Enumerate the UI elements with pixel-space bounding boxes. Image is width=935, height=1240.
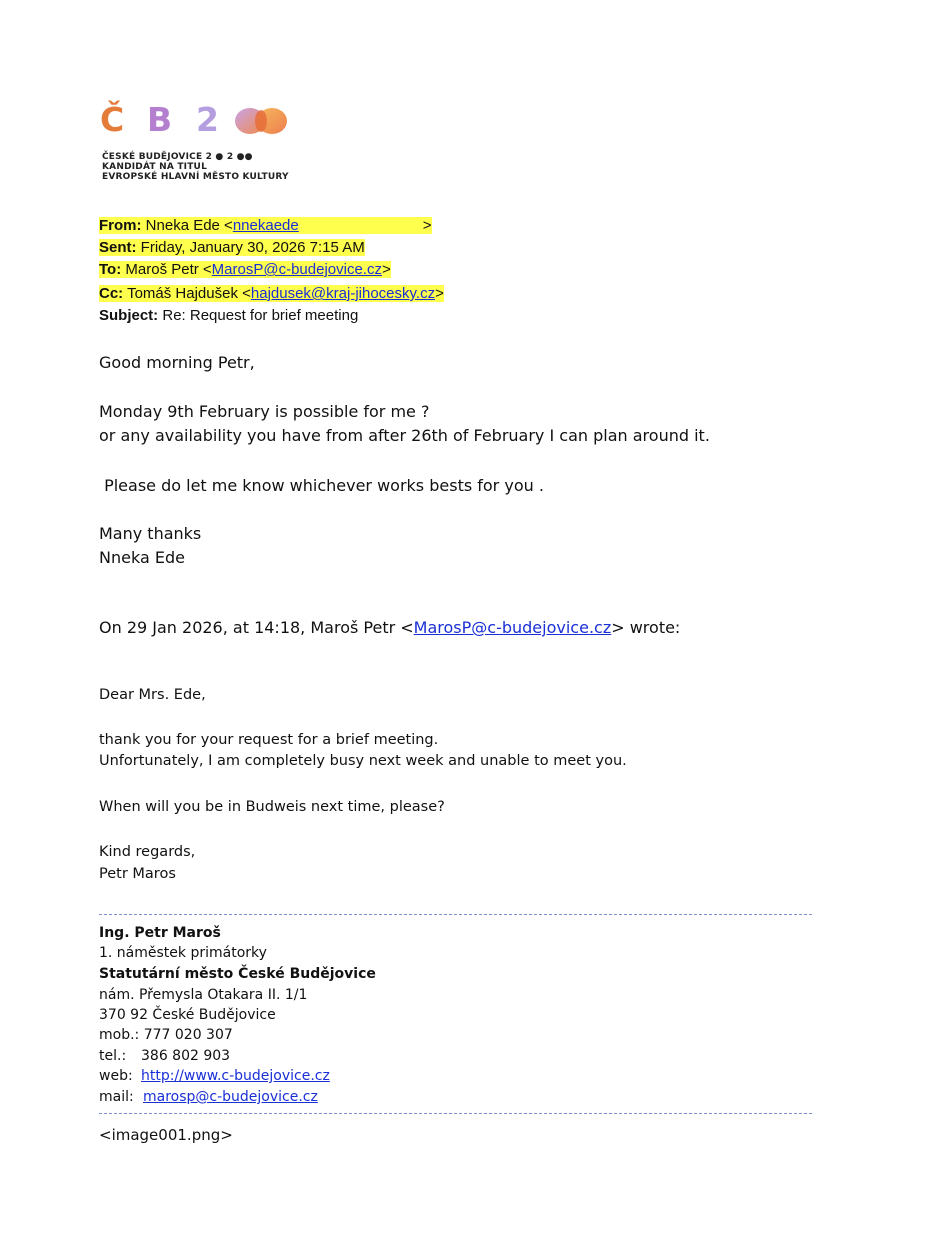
logo-line-1: ČESKÉ BUDĚJOVICE 2 ● 2 ●● [102,152,253,162]
attachment-placeholder: <image001.png> [99,1126,233,1144]
logo-two-glyph: 2 [196,100,219,139]
to-name: Maroš Petr < [125,261,212,278]
quoted-line-1: thank you for your request for a brief meeting. [99,732,439,748]
header-to [99,260,391,280]
signature-web [99,1066,330,1086]
signature-title: 1. náměstek primátorky [99,945,267,961]
from-label: From: [99,217,142,234]
reply-line-1: Monday 9th February is possible for me ? [99,402,430,421]
subject-label: Subject: [99,307,159,324]
to-label: To: [99,261,122,278]
to-highlight [99,261,391,278]
signature-mail-link[interactable]: marosp@c-budejovice.cz [143,1089,318,1105]
to-email-link[interactable]: MarosP@c-budejovice.cz [211,261,382,278]
subject-value: Re: Request for brief meeting [162,307,359,324]
quoted-name: Petr Maros [99,866,176,882]
from-name: Nneka Ede < [145,217,233,234]
cc-email-link[interactable]: hajdusek@kraj-jihocesky.cz [250,285,436,302]
signature-address-1: nám. Přemysla Otakara II. 1/1 [99,987,308,1003]
logo-text [102,152,289,182]
signature-mobile: mob.: 777 020 307 [99,1027,233,1043]
from-highlight [99,217,432,234]
reply-name: Nneka Ede [99,548,185,567]
cc-close: > [435,285,444,302]
logo-b-glyph: B [147,100,173,139]
signature-name-text: Ing. Petr Maroš [99,925,221,941]
cc-name: Tomáš Hajdušek < [127,285,251,302]
quoted-line-2: Unfortunately, I am completely busy next week and unable to meet you. [99,753,627,769]
cb2028-logo [100,100,300,190]
logo-line-3: EVROPSKÉ HLAVNÍ MĚSTO KULTURY [102,172,289,182]
header-cc [99,284,444,304]
header-sent [99,238,365,258]
sent-label: Sent: [99,239,137,256]
signature-tel-value: 386 802 903 [141,1048,231,1064]
logo-line-2: KANDIDÁT NA TITUL [102,162,208,172]
reply-thanks: Many thanks [99,524,202,543]
signature-web-link[interactable]: http://www.c-budejovice.cz [141,1068,330,1084]
signature-tel [99,1046,230,1066]
reply-greeting: Good morning Petr, [99,353,255,372]
cc-highlight [99,285,444,302]
quoted-line-3: When will you be in Budweis next time, please? [99,799,445,815]
sent-highlight [99,239,365,256]
to-close: > [381,261,391,278]
signature-mail-label: mail: [99,1089,134,1105]
header-from [99,216,432,236]
from-email-link[interactable]: nnekaede [232,217,299,234]
from-close: > [422,217,432,234]
quote-intro [99,617,680,639]
signature-org [99,964,376,984]
quote-intro-email-link[interactable]: MarosP@c-budejovice.cz [413,618,612,637]
quoted-salutation: Dear Mrs. Ede, [99,687,206,703]
cc-label: Cc: [99,285,124,302]
logo-c-glyph: Č [100,100,125,139]
signature-name [99,923,221,943]
signature-mail [99,1087,318,1107]
sent-value: Friday, January 30, 2026 7:15 AM [140,239,365,256]
quote-intro-post: > wrote: [611,618,681,637]
reply-line-2: or any availability you have from after 26th of February I can plan around it. [99,426,710,445]
signature-web-label: web: [99,1068,133,1084]
signature-bottom-divider [99,1113,812,1114]
header-subject [99,306,358,326]
signature-org-text: Statutární město České Budějovice [99,966,376,982]
logo-mark [100,100,290,142]
reply-line-3: Please do let me know whichever works bests for you . [99,476,544,495]
quoted-regards: Kind regards, [99,844,196,860]
signature-top-divider [99,914,812,915]
quote-intro-pre: On 29 Jan 2026, at 14:18, Maroš Petr < [99,618,414,637]
logo-rings-icon [234,106,290,136]
signature-address-2: 370 92 České Budějovice [99,1007,276,1023]
signature-tel-label: tel.: [99,1048,127,1064]
